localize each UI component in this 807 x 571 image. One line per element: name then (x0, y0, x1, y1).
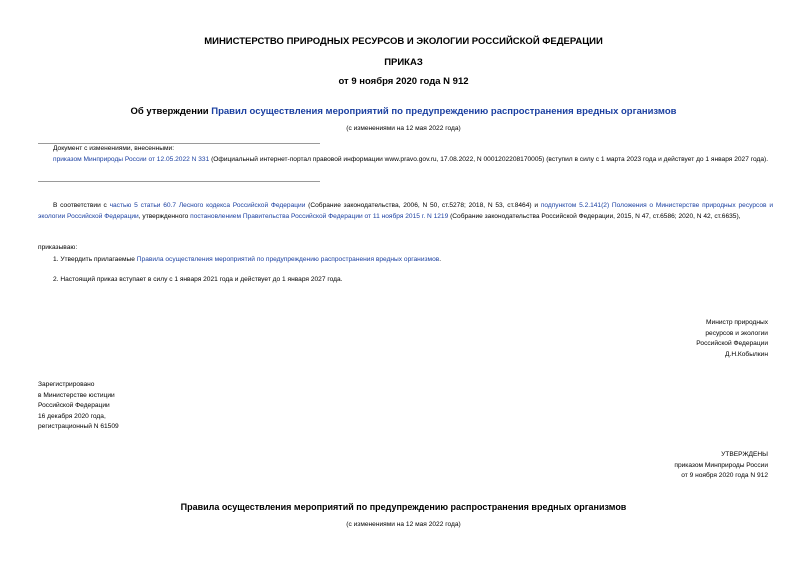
changes-entry (53, 155, 773, 166)
item-1-end: . (439, 256, 442, 263)
government-decree-link[interactable]: постановлением Правительства Российской Федерации от 11 ноября 2015 г. N 1219 (190, 212, 449, 220)
document-type: ПРИКАЗ (384, 57, 423, 68)
registration-line-2: в Министерстве юстиции (38, 391, 115, 399)
order-item-1 (53, 255, 773, 266)
amending-order-link[interactable]: приказом Минприроды России от 12.05.2022 N 331 (53, 155, 210, 163)
signature-block (568, 318, 768, 360)
registration-line-4: 16 декабря 2020 года, (38, 412, 106, 420)
preamble-text-2: (Собрание законодательства, 2006, N 50, ст.5278; 2018, N 53, ст.8464) и (305, 202, 541, 209)
registration-block (38, 380, 238, 433)
signature-line-2: ресурсов и экологии (705, 329, 768, 337)
title-rules-link[interactable]: Правил осуществления мероприятий по предупреждению распространения вредных организмов (211, 106, 677, 117)
ministry-regulation-link[interactable]: подпунктом 5.2.141(2) Положения о Министерстве природных ресурсов и экологии Российской Федерации (38, 202, 773, 220)
document-date-number: от 9 ноября 2020 года N 912 (338, 76, 469, 87)
signature-name: Д.Н.Кобылкин (725, 350, 768, 358)
registration-line-3: Российской Федерации (38, 402, 110, 409)
changes-box (53, 144, 773, 165)
rules-title: Правила осуществления мероприятий по предупреждению распространения вредных организмов (180, 502, 627, 512)
order-word: приказываю: (38, 244, 78, 251)
approved-line-3: от 9 ноября 2020 года N 912 (681, 472, 768, 479)
forest-code-link[interactable]: частью 5 статьи 60.7 Лесного кодекса Российской Федерации (109, 202, 306, 209)
approved-line-1: УТВЕРЖДЕНЫ (721, 451, 768, 458)
preamble-text-4: (Собрание законодательства Российской Федерации, 2015, N 47, ст.6586; 2020, N 42, ст.6635), (448, 212, 741, 220)
preamble-text-1: В соответствии с (53, 202, 110, 209)
changes-box-bottom-rule (38, 181, 320, 182)
order-item-2: 2. Настоящий приказ вступает в силу с 1 января 2021 года и действует до 1 января 2027 года. (53, 276, 343, 283)
registration-number: регистрационный N 61509 (38, 423, 119, 430)
title-prefix: Об утверждении (130, 106, 212, 117)
preamble (38, 201, 773, 222)
ministry-heading: МИНИСТЕРСТВО ПРИРОДНЫХ РЕСУРСОВ И ЭКОЛОГИИ РОССИЙСКОЙ ФЕДЕРАЦИИ (204, 36, 603, 47)
preamble-text-3: , утвержденного (138, 212, 191, 220)
approved-rules-link[interactable]: Правила осуществления мероприятий по предупреждению распространения вредных организмов (136, 256, 440, 263)
signature-line-1: Министр природных (706, 319, 768, 326)
amended-note: (с изменениями на 12 мая 2022 года) (346, 125, 461, 132)
registration-line-1: Зарегистрировано (38, 381, 95, 388)
item-1-text: 1. Утвердить прилагаемые (53, 256, 137, 263)
changes-heading: Документ с изменениями, внесенными: (53, 145, 175, 152)
amending-order-text: (Официальный интернет-портал правовой информации www.pravo.gov.ru, 17.08.2022, N 0001202208170005) (вступил в силу с 1 марта 2023 года и действует до 1 января 2027 года). (209, 155, 769, 163)
signature-line-3: Российской Федерации (696, 340, 768, 347)
document-title (0, 106, 807, 117)
rules-amended-note: (с изменениями на 12 мая 2022 года) (346, 521, 461, 528)
approved-block (548, 450, 768, 482)
approved-line-2: приказом Минприроды России (674, 461, 768, 469)
